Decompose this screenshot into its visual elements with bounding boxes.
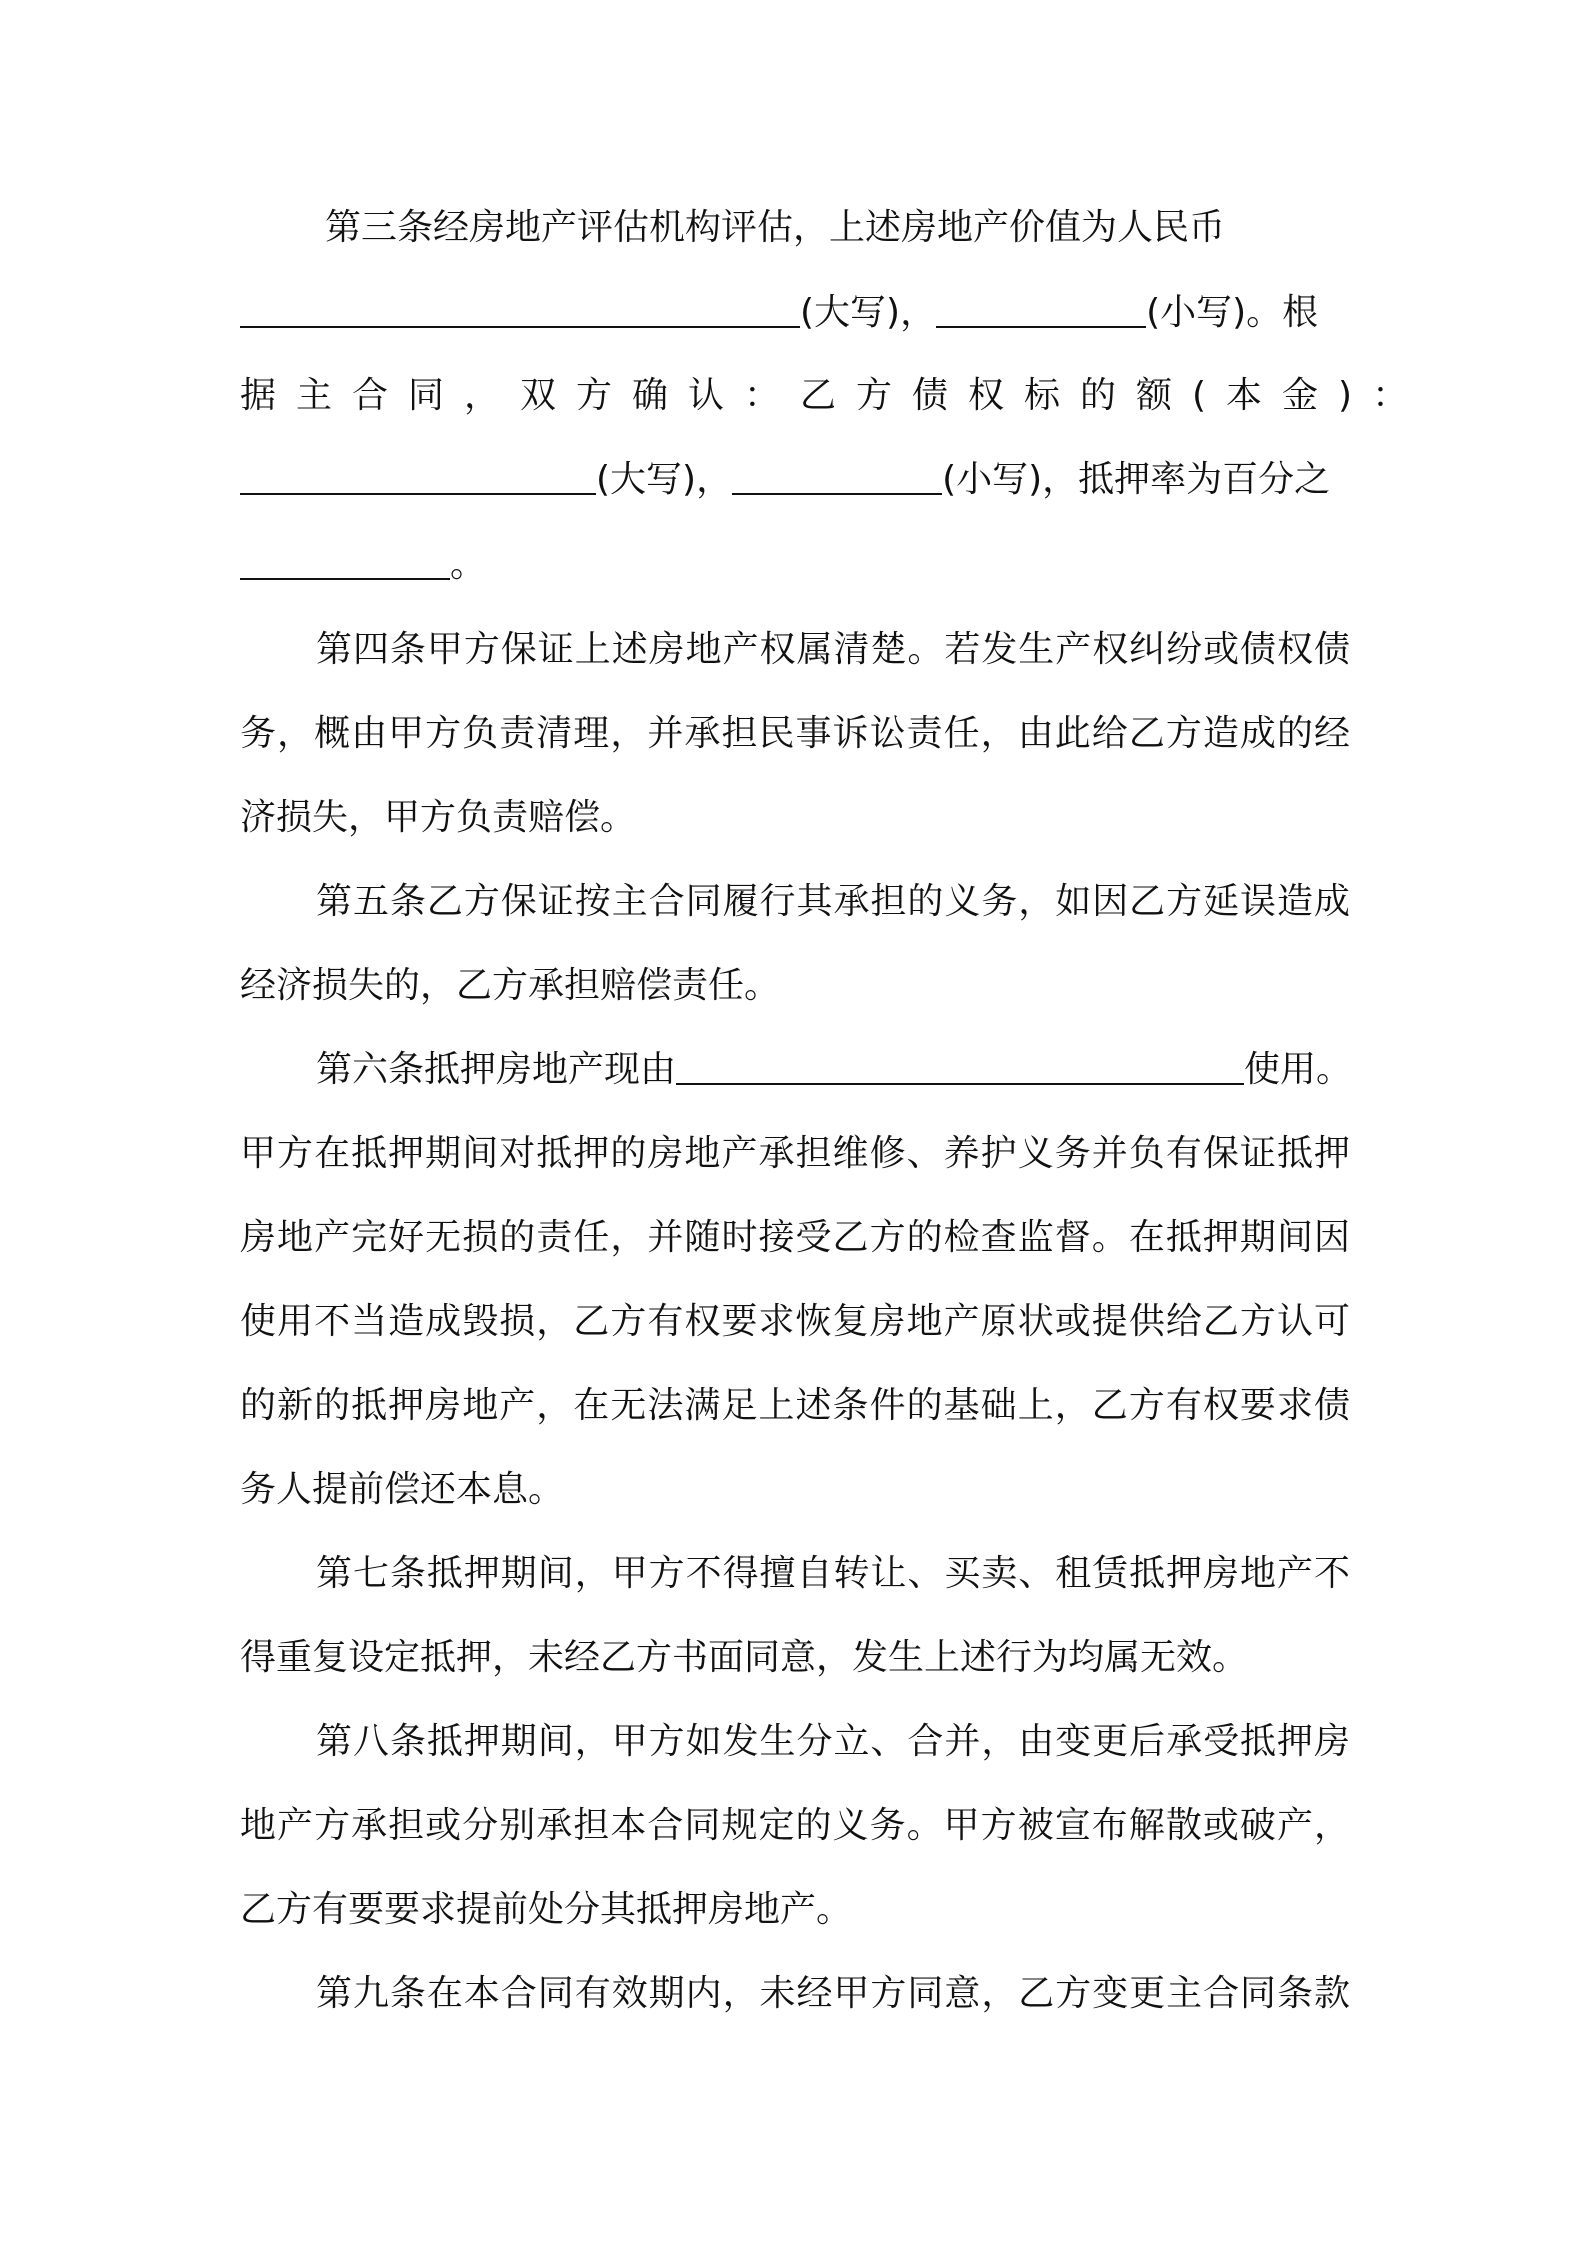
article-6-line-6 <box>240 1460 1350 1520</box>
text: 第三条经房地产评估机构评估，上述房地产价值为人民币 <box>325 207 1226 248</box>
text: (小写)，抵押率为百分之 <box>942 459 1331 500</box>
text: (大写)， <box>596 459 733 500</box>
fill-blank-value-lowercase[interactable] <box>936 284 1146 328</box>
fill-blank-principal-uppercase[interactable] <box>240 451 596 495</box>
article-5-line-1 <box>316 872 1350 932</box>
article-4-line-2 <box>240 704 1350 764</box>
text: 第九条在本合同有效期内，未经甲方同意，乙方变更主合同条款 <box>316 1973 1350 2014</box>
article-8-line-3 <box>240 1880 1350 1940</box>
article-3-line-2 <box>240 283 1350 343</box>
article-8-line-2 <box>240 1796 1350 1856</box>
text: 得重复设定抵押，未经乙方书面同意，发生上述行为均属无效。 <box>240 1637 1249 1678</box>
text: 第七条抵押期间，甲方不得擅自转让、买卖、租赁抵押房地产不 <box>316 1553 1350 1594</box>
text: 地产方承担或分别承担本合同规定的义务。甲方被宣布解散或破产， <box>240 1805 1350 1846</box>
text: (大写)， <box>800 292 937 333</box>
article-8-line-1 <box>316 1712 1350 1772</box>
text: 的新的抵押房地产，在无法满足上述条件的基础上，乙方有权要求债 <box>240 1385 1350 1426</box>
article-7-line-1 <box>316 1544 1350 1604</box>
fill-blank-current-user[interactable] <box>676 1041 1244 1085</box>
text: (小写)。根 <box>1146 292 1319 333</box>
text: 。 <box>450 544 487 585</box>
article-7-line-2 <box>240 1628 1350 1688</box>
article-3-line-3 <box>240 366 1429 426</box>
text: 第八条抵押期间，甲方如发生分立、合并，由变更后承受抵押房 <box>316 1721 1350 1762</box>
article-6-line-2 <box>240 1124 1350 1184</box>
text: 据主合同，双方确认：乙方债权标的额(本金)： <box>240 375 1429 416</box>
article-6-line-5 <box>240 1376 1350 1436</box>
article-6-line-3 <box>240 1208 1350 1268</box>
article-9-line-1 <box>316 1964 1350 2024</box>
text: 甲方在抵押期间对抵押的房地产承担维修、养护义务并负有保证抵押 <box>240 1133 1350 1174</box>
text: 务，概由甲方负责清理，并承担民事诉讼责任，由此给乙方造成的经 <box>240 713 1350 754</box>
fill-blank-value-uppercase[interactable] <box>240 284 800 328</box>
text: 使用不当造成毁损，乙方有权要求恢复房地产原状或提供给乙方认可 <box>240 1301 1350 1342</box>
article-4-line-3 <box>240 788 1350 848</box>
fill-blank-principal-lowercase[interactable] <box>732 451 942 495</box>
text: 第五条乙方保证按主合同履行其承担的义务，如因乙方延误造成 <box>316 881 1350 922</box>
article-3-line-4 <box>240 450 1350 510</box>
text: 第六条抵押房地产现由 <box>316 1049 677 1090</box>
text: 济损失，甲方负责赔偿。 <box>240 797 637 838</box>
text: 务人提前偿还本息。 <box>240 1469 565 1510</box>
text: 使用。 <box>1244 1049 1353 1090</box>
article-3-line-1 <box>325 198 1350 258</box>
article-5-line-2 <box>240 956 1350 1016</box>
fill-blank-mortgage-rate[interactable] <box>240 536 450 580</box>
article-6-line-1 <box>316 1040 1353 1100</box>
text: 乙方有要要求提前处分其抵押房地产。 <box>240 1889 853 1930</box>
text: 第四条甲方保证上述房地产权属清楚。若发生产权纠纷或债权债 <box>316 629 1350 670</box>
text: 经济损失的，乙方承担赔偿责任。 <box>240 965 781 1006</box>
article-6-line-4 <box>240 1292 1350 1352</box>
text: 房地产完好无损的责任，并随时接受乙方的检查监督。在抵押期间因 <box>240 1217 1350 1258</box>
article-3-line-5 <box>240 535 1350 595</box>
article-4-line-1 <box>316 620 1350 680</box>
